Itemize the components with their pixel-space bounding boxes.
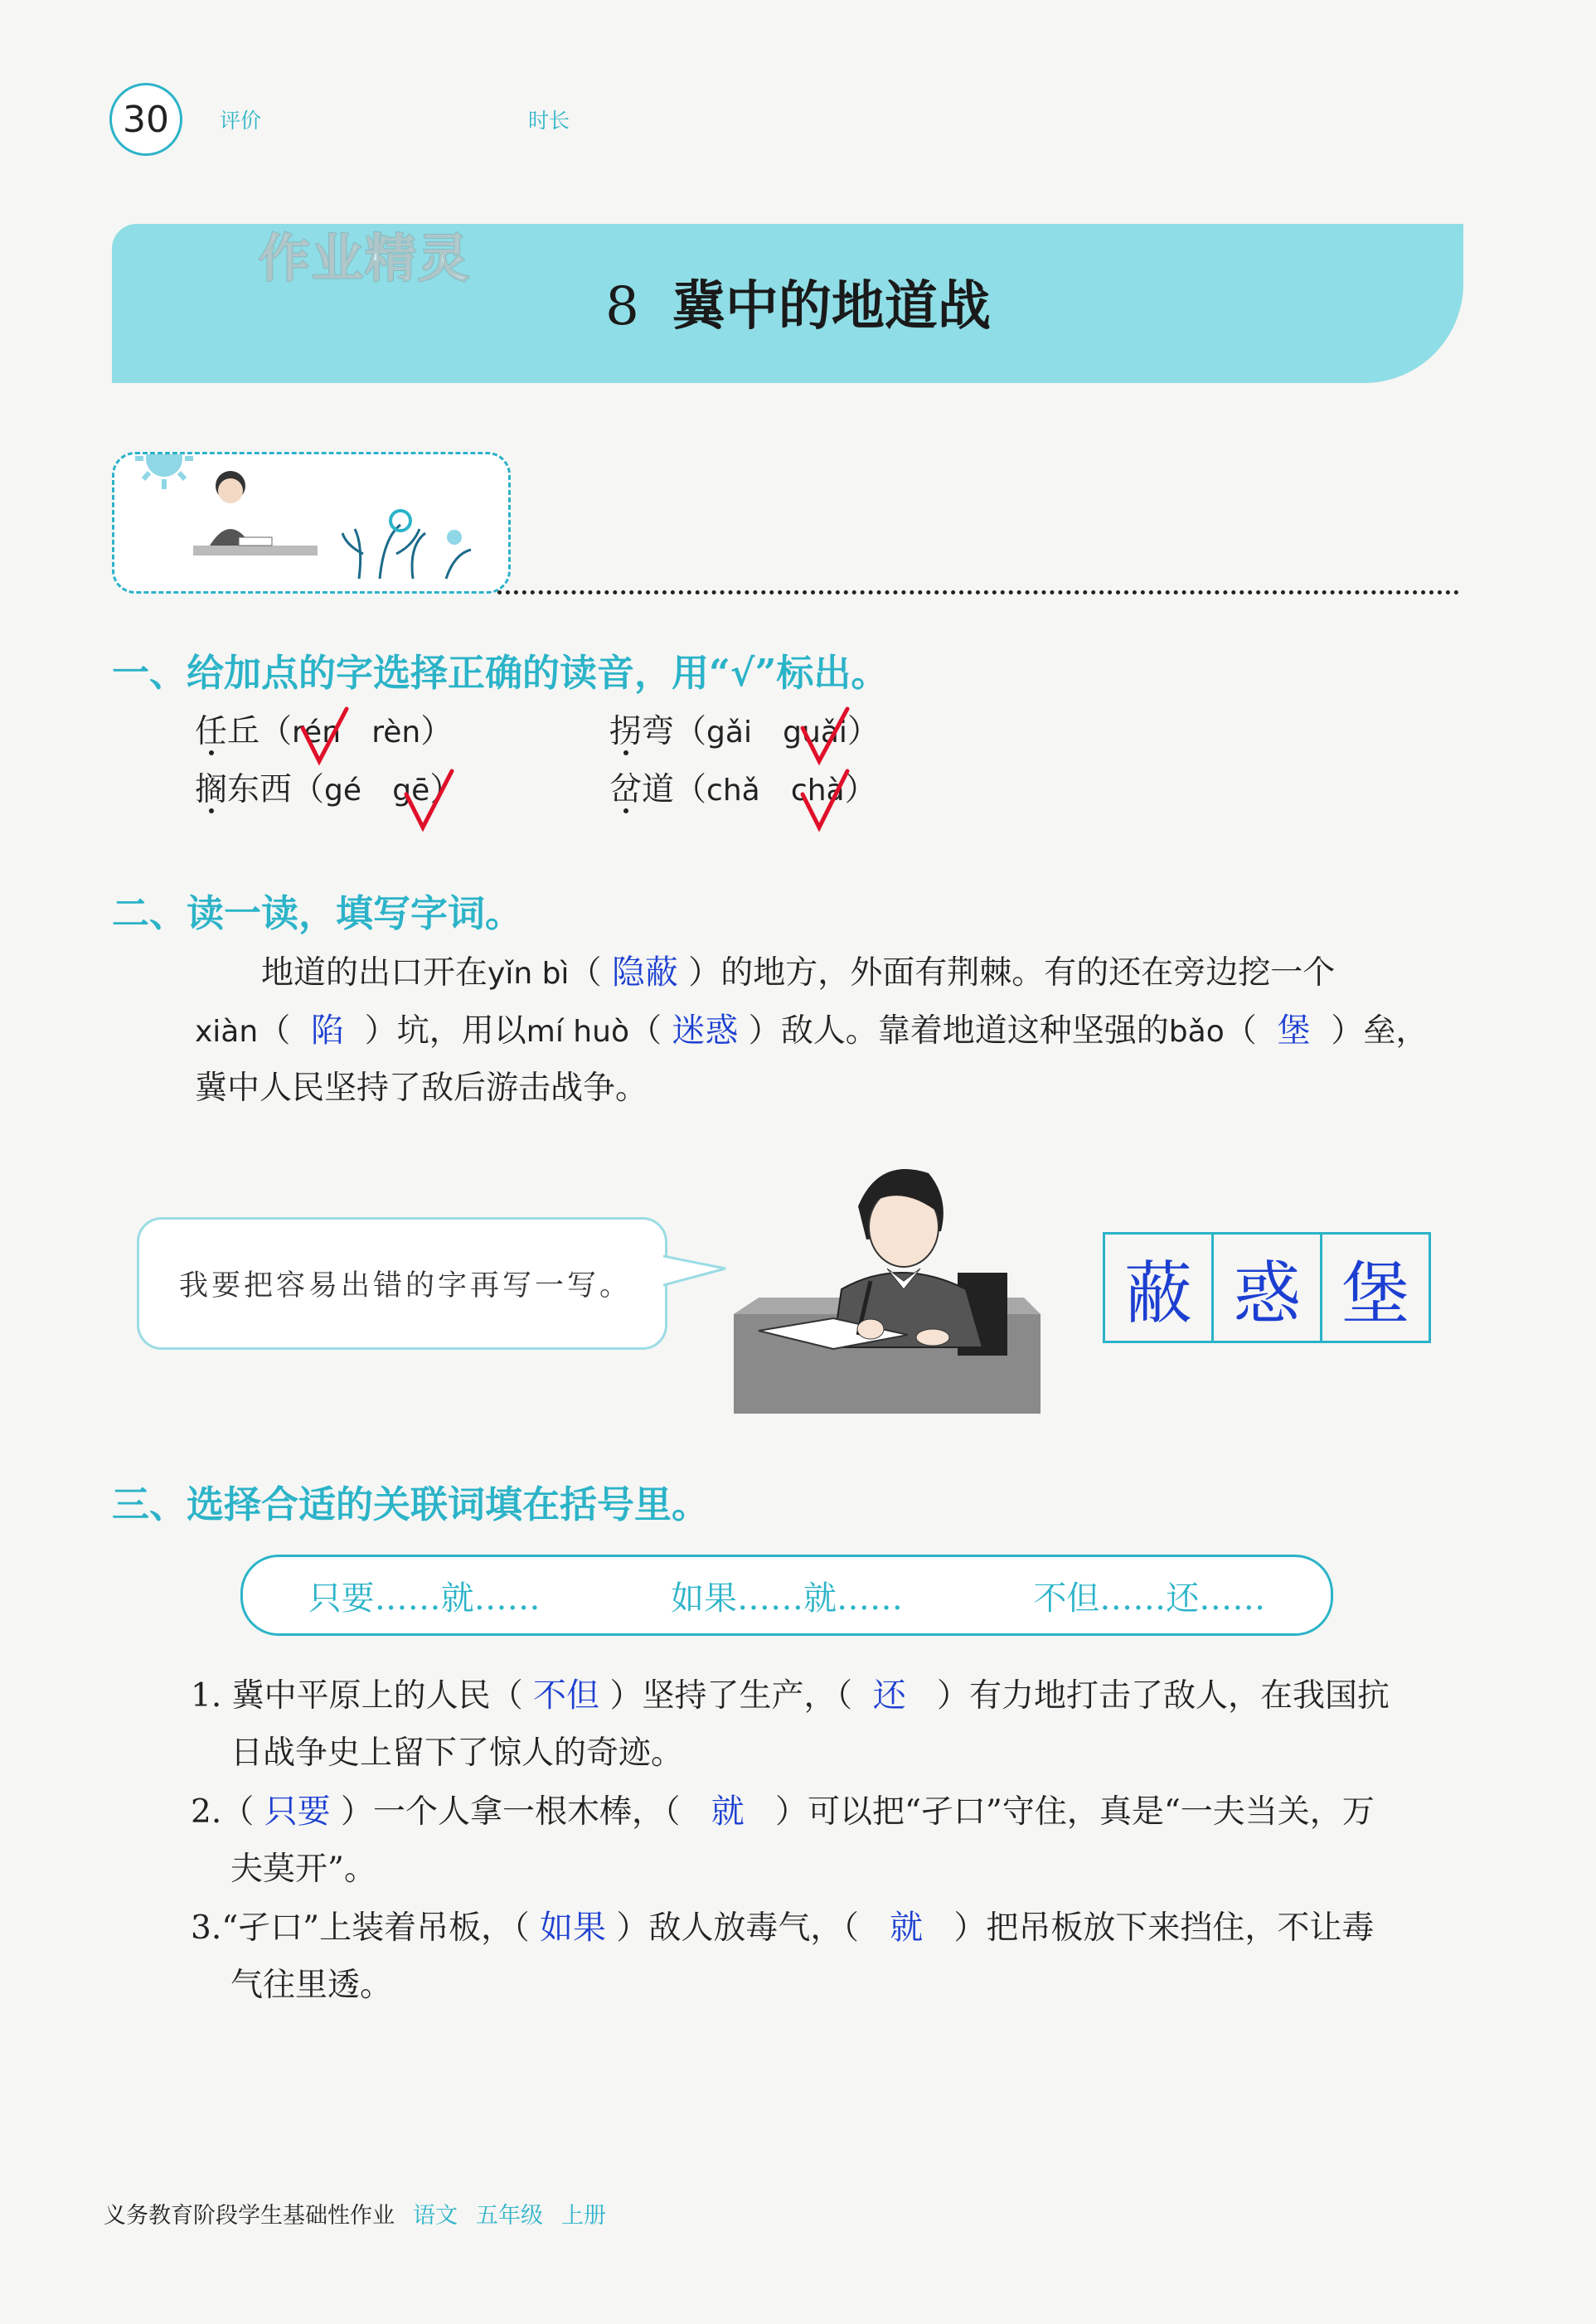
pinyin-option: gē	[392, 774, 430, 808]
pinyin-option: rèn	[371, 716, 421, 750]
question-2-line1	[191, 1783, 1467, 1841]
speech-bubble	[137, 1217, 667, 1350]
question-number: 1.	[191, 1677, 222, 1715]
text-segment: ）坚持了生产，（	[609, 1677, 852, 1715]
word-bank	[240, 1555, 1333, 1636]
pinyin-option: chà	[790, 774, 845, 808]
answer-text: 隐蔽	[611, 953, 678, 992]
pinyin-option: gǎi	[706, 716, 752, 750]
footer-series: 义务教育阶段学生基础性作业	[104, 2203, 395, 2229]
question-3-line1	[191, 1899, 1467, 1958]
answer-text: 只要	[264, 1793, 331, 1831]
text-segment: 地道的出口开在	[261, 954, 488, 992]
question-1-line1	[191, 1667, 1467, 1725]
practice-char-cell: 蔽	[1105, 1235, 1214, 1341]
question-1-line2: 日战争史上留下了惊人的奇迹。	[230, 1735, 684, 1772]
word-bank-item: 不但……还……	[1033, 1579, 1266, 1618]
answer-text: 不但	[533, 1676, 600, 1715]
fill-paragraph-line1: 地道的出口开在yǐn bì（ 隐蔽 ）的地方，外面有荆棘。有的还在旁边挖一个	[261, 953, 1336, 992]
duration-label: 时长	[528, 109, 570, 133]
section2-title: 二、读一读，填写字词。	[112, 891, 523, 935]
answer-text: 陷	[310, 1012, 344, 1050]
pinyin-prompt: bǎo	[1168, 1015, 1225, 1049]
text-segment: 冀中平原上的人民（	[231, 1677, 523, 1715]
pinyin-option: rén	[292, 716, 342, 750]
watermark: 作业精灵	[259, 228, 472, 289]
footer-grade: 五年级	[476, 2203, 543, 2229]
answer-text: 如果	[540, 1909, 607, 1947]
footer	[104, 2197, 606, 2229]
answer-text: 就	[890, 1909, 924, 1947]
check-icon	[406, 771, 452, 827]
page-number: 30	[109, 83, 182, 156]
pinyin-prompt: xiàn	[195, 1015, 259, 1049]
item-renqiu: 任丘（rén rèn）	[195, 713, 454, 750]
section3-title: 三、选择合适的关联词填在括号里。	[112, 1482, 710, 1526]
practice-char-cell: 堡	[1341, 1254, 1409, 1333]
lesson-number: 8	[605, 276, 639, 337]
check-icon	[303, 709, 347, 761]
text-segment: “孑口”上装着吊板，（	[221, 1909, 530, 1947]
check-marks	[0, 0, 1596, 912]
pinyin-option: gé	[324, 774, 362, 808]
text-segment: ）敌人放毒气，（	[616, 1909, 859, 1947]
text-segment: 坑，用以	[396, 1012, 526, 1050]
section1-title: 一、给加点的字选择正确的读音，用“√”标出。	[112, 651, 889, 695]
bubble-tail	[663, 1248, 730, 1306]
text-segment: （	[221, 1793, 255, 1831]
character-practice-grid	[1103, 1232, 1431, 1343]
question-number: 2.	[191, 1793, 222, 1831]
dotted-char: 拐	[609, 713, 643, 750]
footer-volume: 上册	[561, 2203, 606, 2229]
item-chadao: 岔道（chǎ chà）	[609, 771, 877, 808]
practice-char-cell: 惑	[1214, 1235, 1322, 1341]
question-2-line2: 夫莫开”。	[230, 1851, 376, 1888]
word-bank-item: 只要……就……	[308, 1579, 541, 1618]
text-segment: 的地方，外面有荆棘。有的还在旁边挖一个	[720, 954, 1336, 992]
question-number: 3.	[191, 1909, 222, 1947]
answer-text: 堡	[1277, 1012, 1311, 1050]
boy-writing-illustration	[734, 1157, 1041, 1414]
lesson-title-text: 冀中的地道战	[672, 275, 991, 337]
word-bank-item: 如果……就……	[670, 1579, 903, 1618]
text-segment: ）有力地打击了敌人，在我国抗	[936, 1677, 1390, 1715]
answer-text: 还	[872, 1676, 906, 1715]
question-3-line2: 气往里透。	[230, 1967, 393, 2004]
answer-text: 迷惑	[672, 1012, 739, 1050]
text-segment: 敌人。靠着地道这种坚强的	[780, 1012, 1169, 1050]
check-icon	[803, 771, 847, 827]
text-segment: ）一个人拿一根木棒，（	[341, 1793, 681, 1831]
item-gedongxi: 搁东西（gé gē）	[195, 771, 463, 808]
dotted-char: 任	[195, 713, 228, 750]
text-segment: ）可以把“孑口”守住，真是“一夫当关，万	[774, 1793, 1375, 1831]
bubble-text: 我要把容易出错的字再写一写。	[179, 1269, 633, 1303]
pinyin-option: guǎi	[783, 716, 847, 750]
text-segment: ）把吊板放下来挡住，不让毒	[953, 1909, 1375, 1947]
fill-paragraph-line3: 冀中人民坚持了敌后游击战争。	[195, 1070, 648, 1107]
answer-text: 就	[711, 1793, 745, 1831]
fill-paragraph-line2: xiàn（ 陷 ）坑，用以mí huò（ 迷惑 ）敌人。靠着地道这种坚强的bǎo（ 堡 ）垒，	[195, 1012, 1429, 1050]
item-guaiwan: 拐弯（gǎi guǎi）	[609, 713, 880, 750]
pinyin-option: chǎ	[706, 774, 760, 808]
rating-label: 评价	[220, 109, 262, 133]
text-segment: 垒，	[1363, 1012, 1429, 1050]
dotted-char: 搁	[195, 771, 228, 808]
check-icon	[803, 709, 847, 761]
pinyin-prompt: yǐn bì	[488, 957, 570, 991]
dotted-char: 岔	[609, 771, 643, 808]
footer-subject: 语文	[413, 2203, 458, 2229]
pinyin-prompt: mí huò	[526, 1015, 629, 1049]
